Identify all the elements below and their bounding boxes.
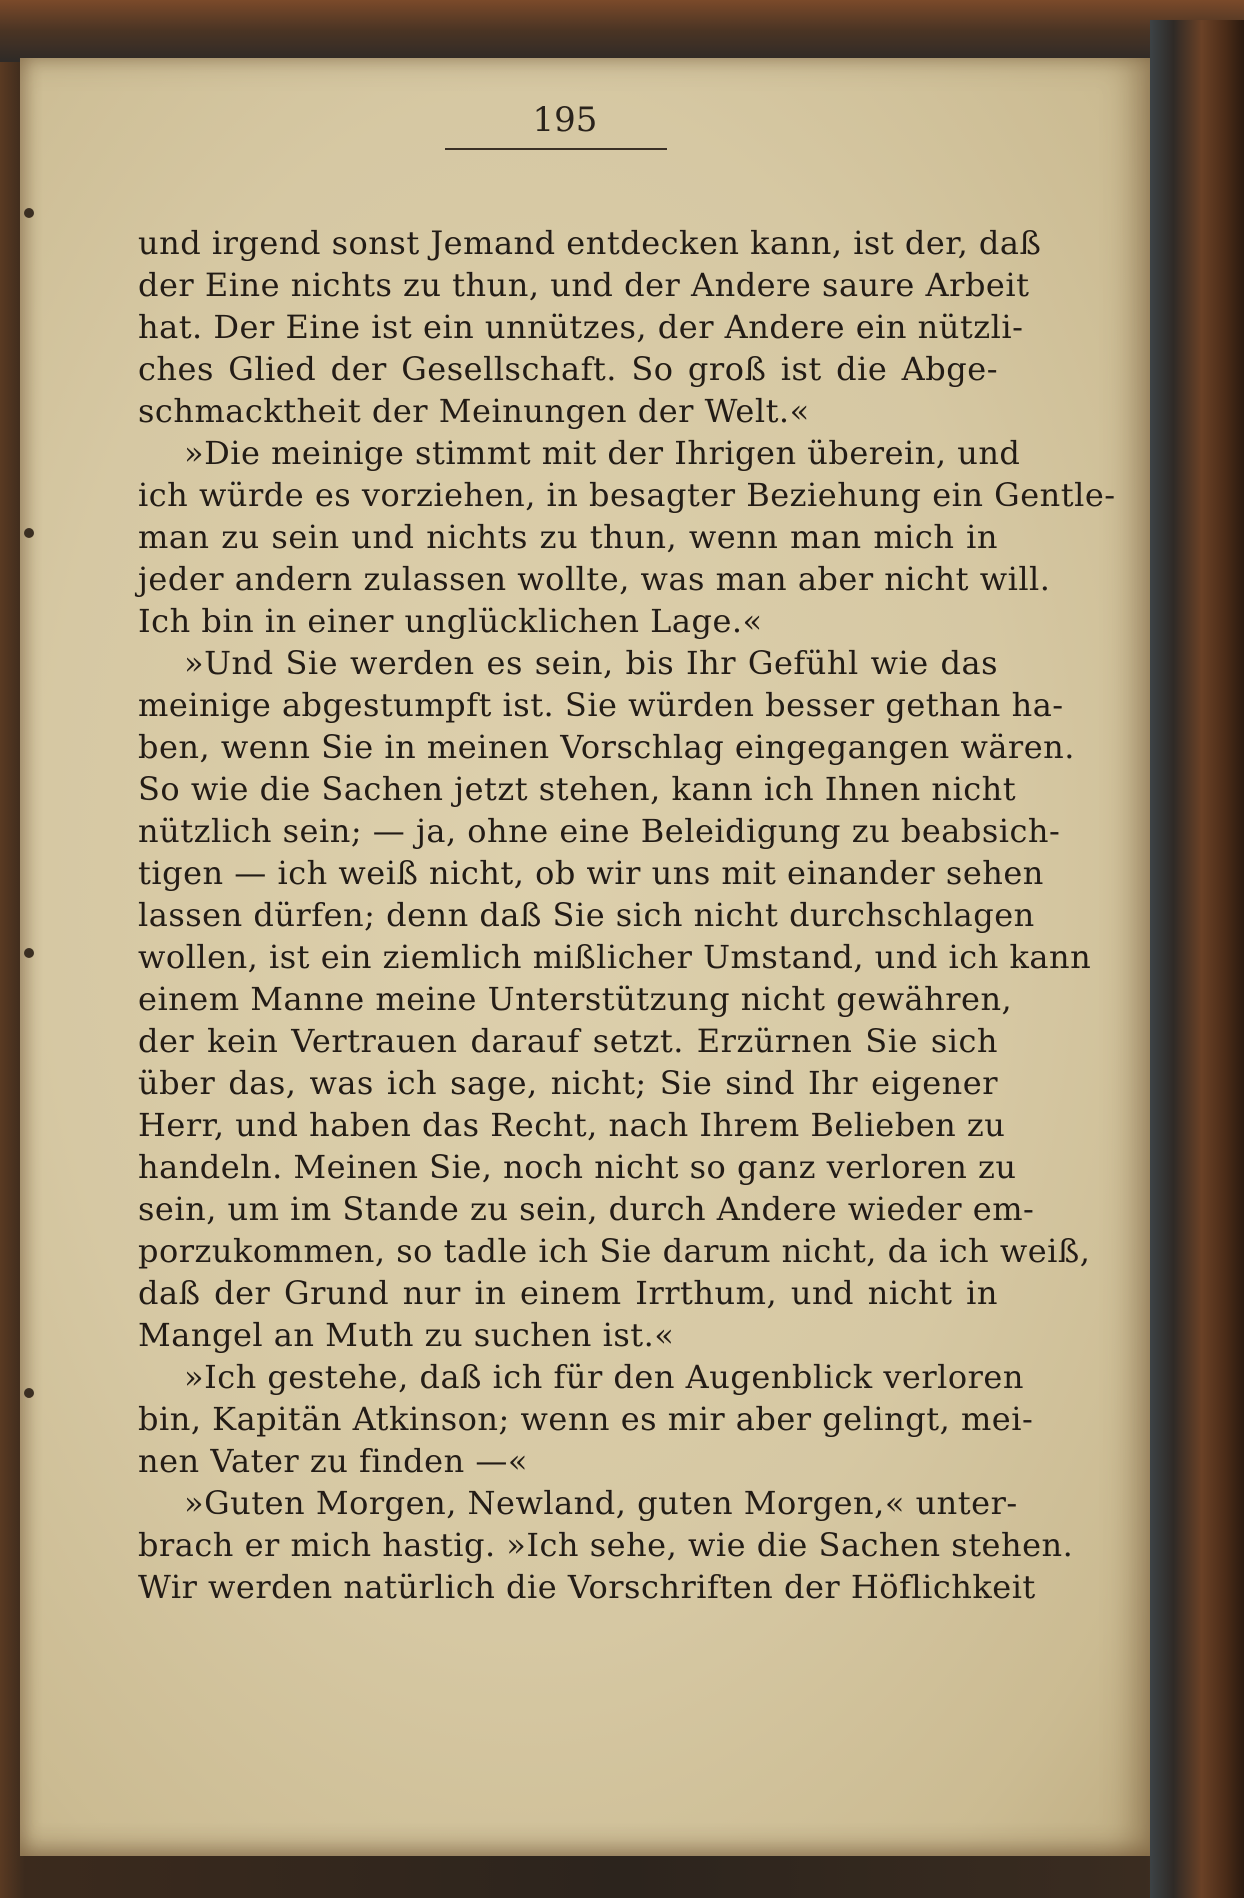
- text-line: der Eine nichts zu thun, und der Andere saure Arbeit: [138, 266, 1030, 304]
- text-line: Wir werden natürlich die Vorschriften der Höflichkeit: [138, 1568, 1036, 1606]
- text-line: über das, was ich sage, nicht; Sie sind Ihr eigener: [138, 1064, 998, 1102]
- text-line: Mangel an Muth zu suchen ist.«: [138, 1316, 675, 1354]
- text-line: sein, um im Stande zu sein, durch Andere wieder em-: [138, 1190, 1035, 1228]
- text-line: porzukommen, so tadle ich Sie darum nicht, da ich weiß,: [138, 1232, 1091, 1270]
- binding-hole-mark: [24, 528, 34, 538]
- text-line: bin, Kapitän Atkinson; wenn es mir aber gelingt, mei-: [138, 1400, 1034, 1438]
- text-line: einem Manne meine Unterstützung nicht gewähren,: [138, 980, 1013, 1018]
- binding-hole-mark: [24, 1388, 34, 1398]
- text-line: handeln. Meinen Sie, noch nicht so ganz verloren zu: [138, 1148, 1017, 1186]
- text-line: nen Vater zu finden —«: [138, 1442, 528, 1480]
- text-line: lassen dürfen; denn daß Sie sich nicht durchschlagen: [138, 896, 1035, 934]
- text-line: der kein Vertrauen darauf setzt. Erzürnen Sie sich: [138, 1022, 998, 1060]
- text-line: meinige abgestumpft ist. Sie würden besser gethan ha-: [138, 686, 1064, 724]
- binding-hole-mark: [24, 948, 34, 958]
- text-line: nützlich sein; — ja, ohne eine Beleidigung zu beabsich-: [138, 812, 1061, 850]
- text-line: »Ich gestehe, daß ich für den Augenblick verloren: [184, 1358, 1024, 1396]
- header-rule: [445, 148, 667, 150]
- text-line: und irgend sonst Jemand entdecken kann, ist der, daß: [138, 224, 1042, 262]
- text-line: »Und Sie werden es sein, bis Ihr Gefühl wie das: [184, 644, 998, 682]
- text-line: »Guten Morgen, Newland, guten Morgen,« unter-: [184, 1484, 1018, 1522]
- book-cover-top-edge: [0, 0, 1244, 62]
- book-cover-right-edge: [1150, 20, 1244, 1898]
- text-line: Ich bin in einer unglücklichen Lage.«: [138, 602, 763, 640]
- text-line: schmacktheit der Meinungen der Welt.«: [138, 392, 810, 430]
- text-line: jeder andern zulassen wollte, was man aber nicht will.: [138, 560, 1051, 598]
- body-text: [138, 222, 1116, 1608]
- text-line: »Die meinige stimmt mit der Ihrigen überein, und: [184, 434, 1021, 472]
- page-number: 195: [532, 100, 598, 140]
- text-line: wollen, ist ein ziemlich mißlicher Umstand, und ich kann: [138, 938, 1092, 976]
- text-line: hat. Der Eine ist ein unnützes, der Andere ein nützli-: [138, 308, 1024, 346]
- text-line: So wie die Sachen jetzt stehen, kann ich Ihnen nicht: [138, 770, 1017, 808]
- text-line: Herr, und haben das Recht, nach Ihrem Belieben zu: [138, 1106, 1006, 1144]
- text-line: brach er mich hastig. »Ich sehe, wie die Sachen stehen.: [138, 1526, 1074, 1564]
- text-line: daß der Grund nur in einem Irrthum, und nicht in: [138, 1274, 998, 1312]
- text-line: ich würde es vorziehen, in besagter Beziehung ein Gentle-: [138, 476, 1116, 514]
- text-line: ben, wenn Sie in meinen Vorschlag eingegangen wären.: [138, 728, 1075, 766]
- text-line: tigen — ich weiß nicht, ob wir uns mit einander sehen: [138, 854, 1044, 892]
- binding-hole-mark: [24, 208, 34, 218]
- text-line: man zu sein und nichts zu thun, wenn man mich in: [138, 518, 998, 556]
- text-line: ches Glied der Gesellschaft. So groß ist die Abge-: [138, 350, 998, 388]
